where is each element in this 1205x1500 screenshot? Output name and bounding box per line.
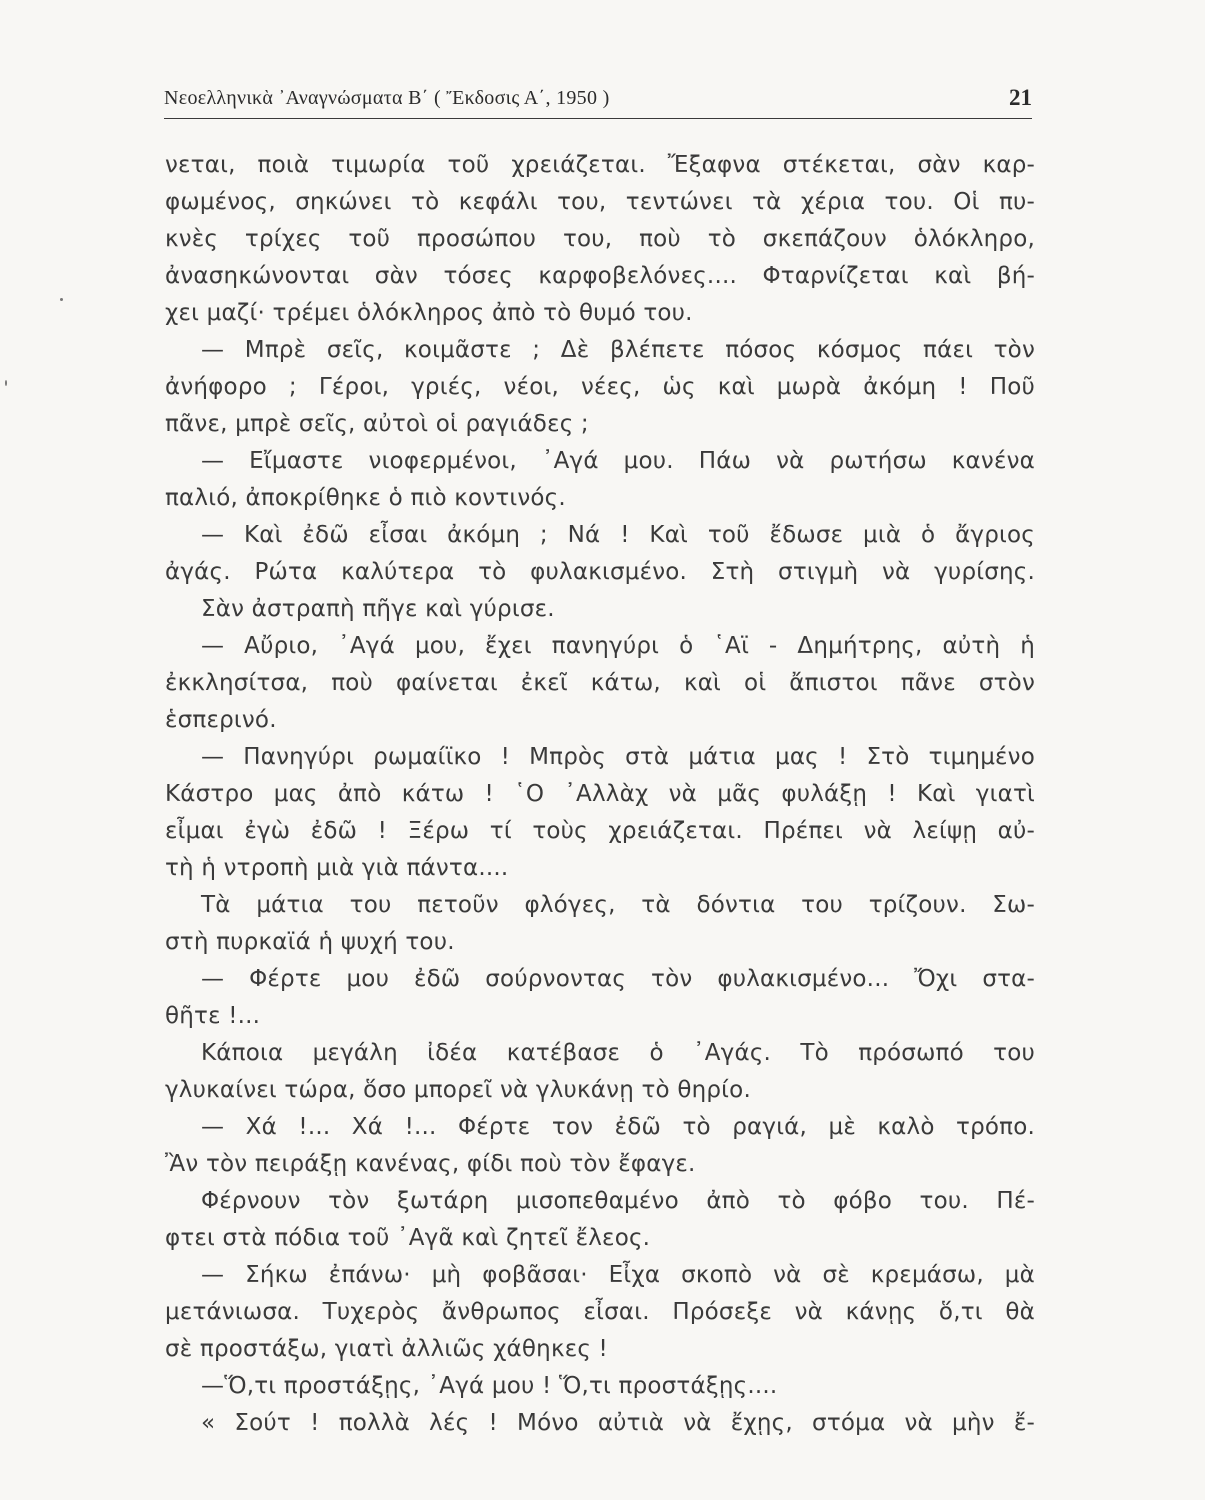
- text-line: στὴ πυρκαϊά ἡ ψυχή του.: [165, 929, 455, 955]
- text-line: τὴ ἡ ντροπὴ μιὰ γιὰ πάντα....: [165, 855, 509, 881]
- text-line: — Μπρὲ σεῖς, κοιμᾶστε ; Δὲ βλέπετε πόσος κόσμος πάει τὸν: [201, 337, 1035, 363]
- text-line: Τὰ μάτια του πετοῦν φλόγες, τὰ δόντια του τρίζουν. Σω-: [201, 892, 1035, 918]
- text-line: πᾶνε, μπρὲ σεῖς, αὐτοὶ οἱ ραγιάδες ;: [165, 411, 589, 437]
- ink-speck: [5, 380, 7, 386]
- text-line: χει μαζί· τρέμει ὁλόκληρος ἀπὸ τὸ θυμό του.: [165, 300, 693, 326]
- text-line: — Εἴμαστε νιοφερμένοι, ᾽Αγά μου. Πάω νὰ ρωτήσω κανένα: [201, 448, 1035, 474]
- text-line: Κάστρο μας ἀπὸ κάτω ! ῾Ο ᾽Αλλὰχ νὰ μᾶς φυλάξῃ ! Καὶ γιατὶ: [165, 781, 1035, 807]
- text-line: κνὲς τρίχες τοῦ προσώπου του, ποὺ τὸ σκεπάζουν ὁλόκληρο,: [165, 226, 1035, 252]
- text-line: — Καὶ ἐδῶ εἶσαι ἀκόμη ; Νά ! Καὶ τοῦ ἔδωσε μιὰ ὁ ἄγριος: [201, 522, 1035, 548]
- page-number: 21: [1009, 85, 1032, 110]
- text-line: εἶμαι ἐγὼ ἐδῶ ! Ξέρω τί τοὺς χρειάζεται. Πρέπει νὰ λείψῃ αὐ-: [165, 818, 1035, 844]
- ink-speck: [60, 298, 63, 301]
- running-title: Νεοελληνικὰ ᾽Αναγνώσματα Β΄ ( Ἔκδοσις Α΄, 1950 ): [164, 87, 610, 109]
- text-line: φωμένος, σηκώνει τὸ κεφάλι του, τεντώνει τὰ χέρια του. Οἱ πυ-: [165, 189, 1035, 215]
- running-header: [164, 86, 1032, 119]
- text-line: Κάποια μεγάλη ἰδέα κατέβασε ὁ ᾽Αγάς. Τὸ πρόσωπό του: [201, 1040, 1035, 1066]
- text-line: ἀγάς. Ρώτα καλύτερα τὸ φυλακισμένο. Στὴ στιγμὴ νὰ γυρίσης.: [165, 559, 1035, 585]
- text-line: ἀνήφορο ; Γέροι, γριές, νέοι, νέες, ὡς καὶ μωρὰ ἀκόμη ! Ποῦ: [165, 374, 1035, 400]
- text-line: — Φέρτε μου ἐδῶ σούρνοντας τὸν φυλακισμένο... Ὄχι στα-: [201, 966, 1035, 992]
- text-line: — Πανηγύρι ρωμαίϊκο ! Μπρὸς στὰ μάτια μας ! Στὸ τιμημένο: [201, 744, 1035, 770]
- text-line: — Σήκω ἐπάνω· μὴ φοβᾶσαι· Εἶχα σκοπὸ νὰ σὲ κρεμάσω, μὰ: [201, 1262, 1035, 1288]
- text-line: ἑσπερινό.: [165, 707, 277, 733]
- text-line: « Σούτ ! πολλὰ λές ! Μόνο αὐτιὰ νὰ ἔχῃς, στόμα νὰ μὴν ἔ-: [201, 1410, 1035, 1436]
- text-line: παλιό, ἀποκρίθηκε ὁ πιὸ κοντινός.: [165, 485, 566, 511]
- text-line: σὲ προστάξω, γιατὶ ἀλλιῶς χάθηκες !: [165, 1336, 608, 1362]
- text-line: θῆτε !...: [165, 1003, 261, 1029]
- text-line: γλυκαίνει τώρα, ὅσο μπορεῖ νὰ γλυκάνῃ τὸ θηρίο.: [165, 1077, 751, 1103]
- text-line: μετάνιωσα. Τυχερὸς ἄνθρωπος εἶσαι. Πρόσεξε νὰ κάνῃς ὅ,τι θὰ: [165, 1299, 1035, 1325]
- text-line: Φέρνουν τὸν ξωτάρη μισοπεθαμένο ἀπὸ τὸ φόβο του. Πέ-: [201, 1188, 1035, 1214]
- text-line: νεται, ποιὰ τιμωρία τοῦ χρειάζεται. Ἔξαφνα στέκεται, σὰν καρ-: [165, 152, 1035, 178]
- text-line: ἐκκλησίτσα, ποὺ φαίνεται ἐκεῖ κάτω, καὶ οἱ ἄπιστοι πᾶνε στὸν: [165, 670, 1035, 696]
- text-line: —Ὅ,τι προστάξῃς, ᾽Αγά μου ! Ὅ,τι προστάξῃς....: [201, 1373, 778, 1399]
- text-line: φτει στὰ πόδια τοῦ ᾽Αγᾶ καὶ ζητεῖ ἔλεος.: [165, 1225, 651, 1251]
- text-line: Ἂν τὸν πειράξῃ κανένας, φίδι ποὺ τὸν ἔφαγε.: [165, 1151, 696, 1177]
- text-line: Σὰν ἀστραπὴ πῆγε καὶ γύρισε.: [201, 596, 555, 622]
- text-line: ἀνασηκώνονται σὰν τόσες καρφοβελόνες.... Φταρνίζεται καὶ βή-: [165, 263, 1035, 289]
- text-line: — Αὔριο, ᾽Αγά μου, ἔχει πανηγύρι ὁ ῾Αϊ - Δημήτρης, αὐτὴ ἡ: [201, 633, 1035, 659]
- text-line: — Χά !... Χά !... Φέρτε τον ἐδῶ τὸ ραγιά, μὲ καλὸ τρόπο.: [201, 1114, 1035, 1140]
